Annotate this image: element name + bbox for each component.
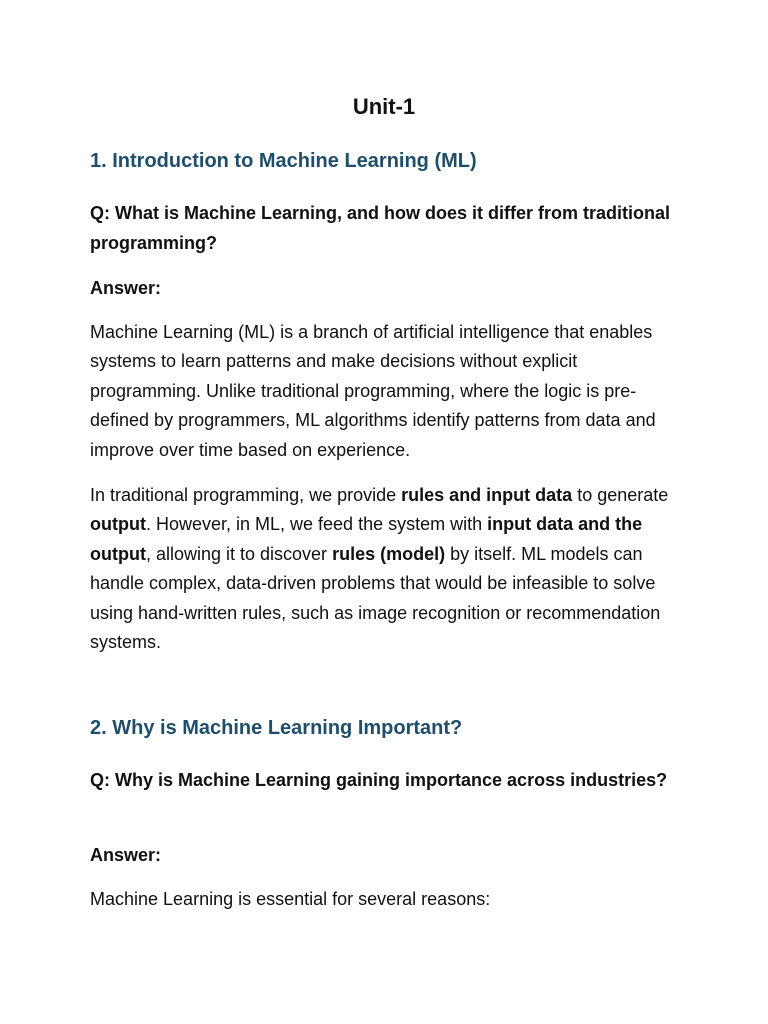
unit-title: Unit-1 [352, 94, 416, 119]
emphasis-rules-and-input: rules and input data [401, 485, 573, 505]
text-run: . However, in ML, we feed the system with [145, 514, 488, 535]
section-heading-importance: 2. Why is Machine Learning Important? [90, 717, 463, 739]
text-run: to generate [572, 485, 669, 505]
answer-label: Answer: [90, 845, 162, 865]
emphasis-output: output [90, 514, 146, 535]
answer-paragraph: Machine Learning (ML) is a branch of artificial intelligence that enables systems to learn patterns and make decisions without explicit programming. Unlike traditional programming, where the logic is pre-defined by programmers, ML algorithms identify patterns from data and improve over time based on experience. [90, 322, 656, 460]
section-heading-introduction: 1. Introduction to Machine Learning (ML) [90, 150, 477, 172]
question-why-important: Q: Why is Machine Learning gaining importance across industries? [90, 770, 668, 790]
answer-label: Answer: [90, 278, 162, 298]
answer-paragraph: Machine Learning is essential for several reasons: [90, 889, 491, 909]
emphasis-rules-model: rules (model) [332, 543, 446, 564]
answer-paragraph-traditional-vs-ml [90, 481, 680, 657]
text-run: In traditional programming, we provide [90, 485, 402, 505]
question-what-is-ml: Q: What is Machine Learning, and how does it differ from traditional programming? [90, 203, 671, 253]
text-run: , allowing it to discover [145, 543, 333, 564]
text-run: by itself. ML models can handle complex, data-driven problems that would be infeasible to solve using hand-written rules, such as image recognition or recommendation systems. [90, 543, 661, 653]
emphasis-input-and-output: input data and the output [90, 514, 643, 564]
